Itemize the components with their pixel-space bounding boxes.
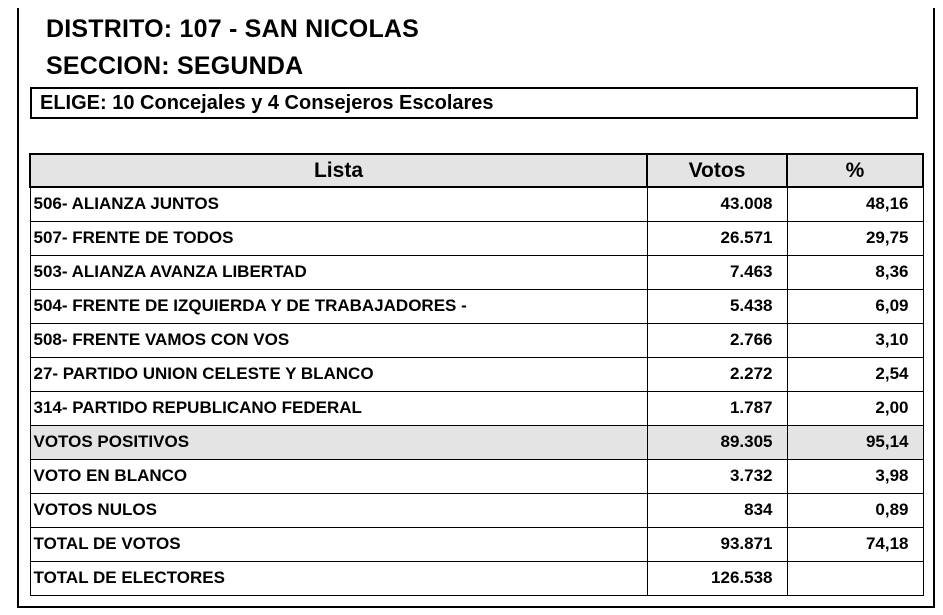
seccion-title: SECCION: SEGUNDA [46, 52, 304, 80]
lista-cell: 506- ALIANZA JUNTOS [30, 187, 647, 221]
pct-cell: 3,98 [787, 459, 923, 493]
votos-cell: 7.463 [647, 255, 787, 289]
table-row [30, 493, 923, 527]
table-row [30, 459, 923, 493]
column-header-pct: % [787, 154, 923, 187]
lista-cell: VOTO EN BLANCO [30, 459, 647, 493]
column-header-votos: Votos [647, 154, 787, 187]
pct-cell: 74,18 [787, 527, 923, 561]
elige-box: ELIGE: 10 Concejales y 4 Consejeros Escolares [30, 87, 918, 119]
table-row [30, 527, 923, 561]
column-header-lista: Lista [30, 154, 647, 187]
votos-cell: 1.787 [647, 391, 787, 425]
lista-cell: 314- PARTIDO REPUBLICANO FEDERAL [30, 391, 647, 425]
header-row [30, 154, 923, 187]
results-table-body [30, 187, 923, 595]
pct-cell: 0,89 [787, 493, 923, 527]
pct-cell: 2,54 [787, 357, 923, 391]
lista-cell: TOTAL DE VOTOS [30, 527, 647, 561]
lista-cell: 508- FRENTE VAMOS CON VOS [30, 323, 647, 357]
table-row [30, 357, 923, 391]
votos-cell: 2.766 [647, 323, 787, 357]
votos-cell: 93.871 [647, 527, 787, 561]
lista-cell: 503- ALIANZA AVANZA LIBERTAD [30, 255, 647, 289]
votos-cell: 89.305 [647, 425, 787, 459]
lista-cell: 27- PARTIDO UNION CELESTE Y BLANCO [30, 357, 647, 391]
votos-cell: 26.571 [647, 221, 787, 255]
pct-cell: 8,36 [787, 255, 923, 289]
table-row [30, 391, 923, 425]
pct-cell: 6,09 [787, 289, 923, 323]
pct-cell: 3,10 [787, 323, 923, 357]
votos-cell: 126.538 [647, 561, 787, 595]
pct-cell: 95,14 [787, 425, 923, 459]
distrito-title: DISTRITO: 107 - SAN NICOLAS [46, 15, 420, 43]
votos-cell: 5.438 [647, 289, 787, 323]
lista-cell: VOTOS NULOS [30, 493, 647, 527]
lista-cell: VOTOS POSITIVOS [30, 425, 647, 459]
lista-cell: TOTAL DE ELECTORES [30, 561, 647, 595]
pct-cell: 29,75 [787, 221, 923, 255]
votos-positivos-row [30, 425, 923, 459]
pct-cell: 2,00 [787, 391, 923, 425]
votos-cell: 834 [647, 493, 787, 527]
votos-cell: 43.008 [647, 187, 787, 221]
table-row [30, 561, 923, 595]
lista-cell: 504- FRENTE DE IZQUIERDA Y DE TRABAJADORES - [30, 289, 647, 323]
results-table [29, 153, 924, 596]
table-row [30, 323, 923, 357]
pct-cell: 48,16 [787, 187, 923, 221]
table-row [30, 187, 923, 221]
table-row [30, 221, 923, 255]
pct-cell [787, 561, 923, 595]
votos-cell: 3.732 [647, 459, 787, 493]
lista-cell: 507- FRENTE DE TODOS [30, 221, 647, 255]
results-table-header [30, 154, 923, 187]
table-row [30, 255, 923, 289]
votos-cell: 2.272 [647, 357, 787, 391]
table-row [30, 289, 923, 323]
